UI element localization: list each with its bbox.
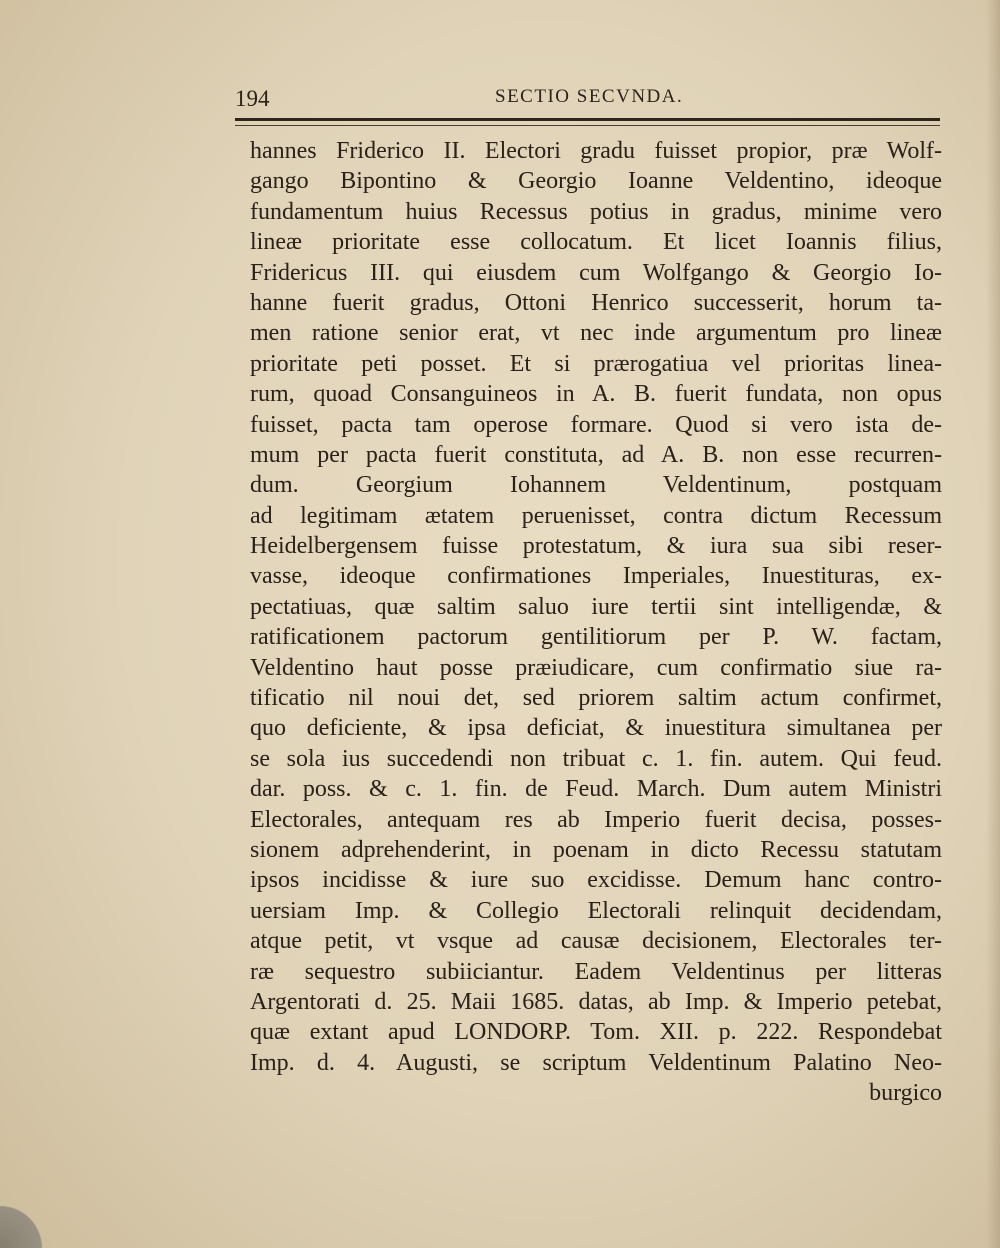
text-line: prioritate peti posset. Et si prærogatiua vel prioritas linea-: [250, 350, 942, 377]
header-rule: [235, 118, 940, 121]
text-line: se sola ius succedendi non tribuat c. 1. fin. autem. Qui feud.: [250, 745, 942, 772]
text-line: Electorales, antequam res ab Imperio fuerit decisa, posses-: [250, 806, 942, 833]
text-line: pectatiuas, quæ saltim saluo iure tertii sint intelligendæ, &: [250, 593, 942, 620]
text-line: uersiam Imp. & Collegio Electorali relinquit decidendam,: [250, 897, 942, 924]
text-line: Veldentino haut posse præiudicare, cum confirmatio siue ra-: [250, 654, 942, 681]
text-line: mum per pacta fuerit constituta, ad A. B. non esse recurren-: [250, 441, 942, 468]
text-line: ad legitimam ætatem peruenisset, contra dictum Recessum: [250, 502, 942, 529]
text-line: dar. poss. & c. 1. fin. de Feud. March. Dum autem Ministri: [250, 776, 942, 803]
text-line: quæ extant apud LONDORP. Tom. XII. p. 222. Respondebat: [250, 1019, 942, 1046]
running-title: SECTIO SECVNDA.: [495, 86, 684, 107]
text-line: atque petit, vt vsque ad causæ decisionem, Electorales ter-: [250, 928, 942, 955]
catchword: burgico: [869, 1080, 942, 1107]
text-line: Heidelbergensem fuisse protestatum, & iura sua sibi reser-: [250, 533, 942, 560]
page-header: [235, 80, 940, 114]
text-line: ratificationem pactorum gentilitiorum per P. W. factam,: [250, 624, 942, 651]
corner-shadow: [0, 1188, 70, 1248]
text-line: gango Bipontino & Georgio Ioanne Veldentino, ideoque: [250, 168, 942, 195]
text-line: vasse, ideoque confirmationes Imperiales, Inuestituras, ex-: [250, 563, 942, 590]
body-text: [250, 136, 942, 1109]
text-line: sionem adprehenderint, in poenam in dicto Recessu statutam: [250, 836, 942, 863]
text-line: Fridericus III. qui eiusdem cum Wolfgango & Georgio Io-: [250, 259, 942, 286]
page-edge-shadow: [986, 0, 1000, 1248]
header-rule-thin: [235, 125, 940, 126]
text-line: quo deficiente, & ipsa deficiat, & inuestitura simultanea per: [250, 715, 942, 742]
text-line: tificatio nil noui det, sed priorem saltim actum confirmet,: [250, 685, 942, 712]
text-line: fundamentum huius Recessus potius in gradus, minime vero: [250, 198, 942, 225]
text-line: rum, quoad Consanguineos in A. B. fuerit fundata, non opus: [250, 381, 942, 408]
text-line: hannes Friderico II. Electori gradu fuisset propior, præ Wolf-: [250, 138, 942, 164]
text-line: Argentorati d. 25. Maii 1685. datas, ab Imp. & Imperio petebat,: [250, 988, 942, 1015]
text-line: lineæ prioritate esse collocatum. Et licet Ioannis filius,: [250, 229, 942, 256]
text-line: ipsos incidisse & iure suo excidisse. Demum hanc contro-: [250, 867, 942, 894]
text-line: dum. Georgium Iohannem Veldentinum, postquam: [250, 472, 942, 499]
text-line: Imp. d. 4. Augusti, se scriptum Veldentinum Palatino Neo-: [250, 1049, 942, 1076]
text-line: men ratione senior erat, vt nec inde argumentum pro lineæ: [250, 320, 942, 347]
text-line: fuisset, pacta tam operose formare. Quod si vero ista de-: [250, 411, 942, 438]
text-line: ræ sequestro subiiciantur. Eadem Veldentinus per litteras: [250, 958, 942, 985]
text-line: hanne fuerit gradus, Ottoni Henrico successerit, horum ta-: [250, 289, 942, 316]
page-number: 194: [235, 86, 270, 111]
